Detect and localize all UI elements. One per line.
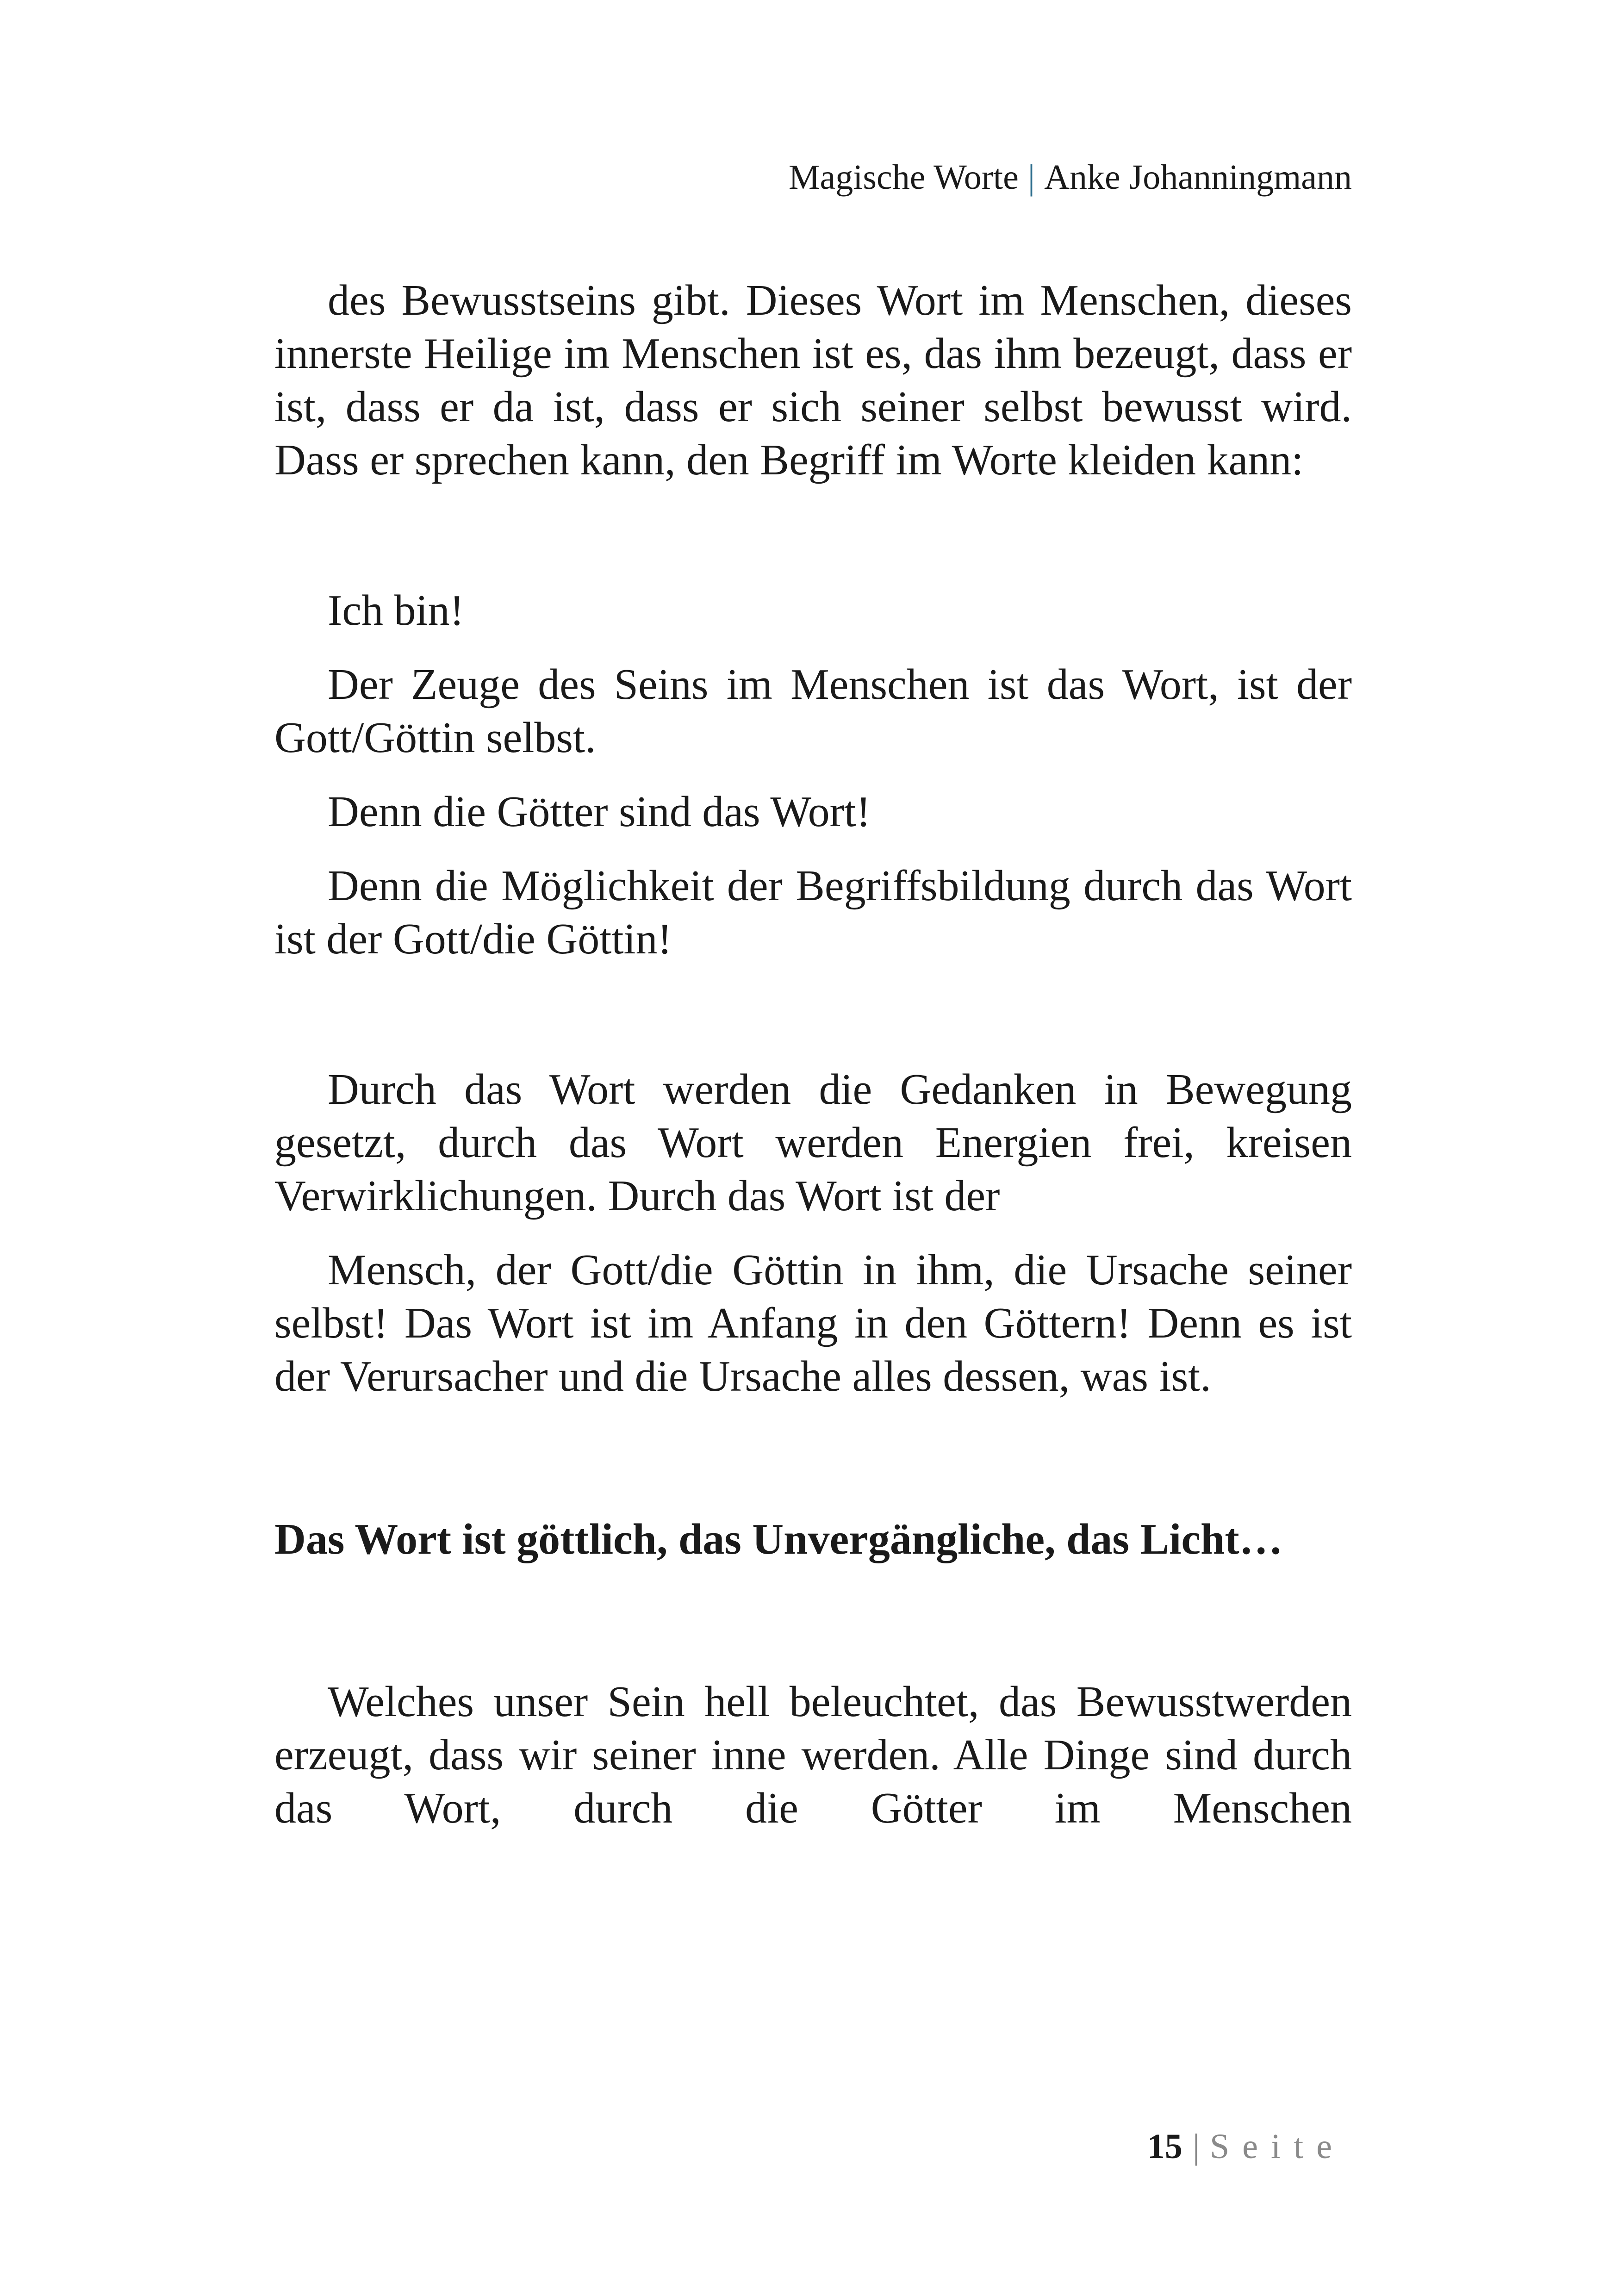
paragraph-1: des Bewusstseins gibt. Dieses Wort im Menschen, dieses innerste Heilige im Menschen ist es, das ihm bezeugt, dass er ist, dass er da ist, dass er sich seiner selbst bewusst wird. Dass er sprechen kann, den Begriff im Worte kleiden kann: bbox=[274, 276, 1352, 484]
header-separator: | bbox=[1027, 158, 1035, 197]
paragraph-7: Mensch, der Gott/die Göttin in ihm, die Ursache seiner selbst! Das Wort ist im Anfang in den Göttern! Denn es ist der Verursacher und die Ursache alles dessen, was ist. bbox=[274, 1246, 1352, 1400]
section-heading: Das Wort ist göttlich, das Unvergängliche, das Licht… bbox=[274, 1515, 1283, 1563]
page-number: 15 bbox=[1147, 2127, 1182, 2166]
running-header bbox=[789, 160, 1352, 195]
paragraph-6: Durch das Wort werden die Gedanken in Bewegung gesetzt, durch das Wort werden Energien frei, kreisen Verwirklichungen. Durch das Wort ist der bbox=[274, 1065, 1352, 1220]
paragraph-5: Denn die Möglichkeit der Begriffsbildung durch das Wort ist der Gott/die Göttin! bbox=[274, 862, 1352, 963]
author-name: Anke Johanningmann bbox=[1044, 158, 1352, 197]
paragraph-4: Denn die Götter sind das Wort! bbox=[328, 788, 871, 836]
paragraph-2: Ich bin! bbox=[328, 586, 464, 635]
page-label: Seite bbox=[1210, 2127, 1345, 2166]
page-body bbox=[274, 274, 1352, 1835]
page-footer bbox=[1147, 2129, 1345, 2164]
paragraph-8: Welches unser Sein hell beleuchtet, das Bewusstwerden erzeugt, dass wir seiner inne werden. Alle Dinge sind durch das Wort, durch die Götter im Menschen bbox=[274, 1678, 1352, 1832]
book-title: Magische Worte bbox=[788, 158, 1019, 197]
paragraph-3: Der Zeuge des Seins im Menschen ist das Wort, ist der Gott/Göttin selbst. bbox=[274, 660, 1352, 762]
footer-separator: | bbox=[1192, 2127, 1200, 2166]
